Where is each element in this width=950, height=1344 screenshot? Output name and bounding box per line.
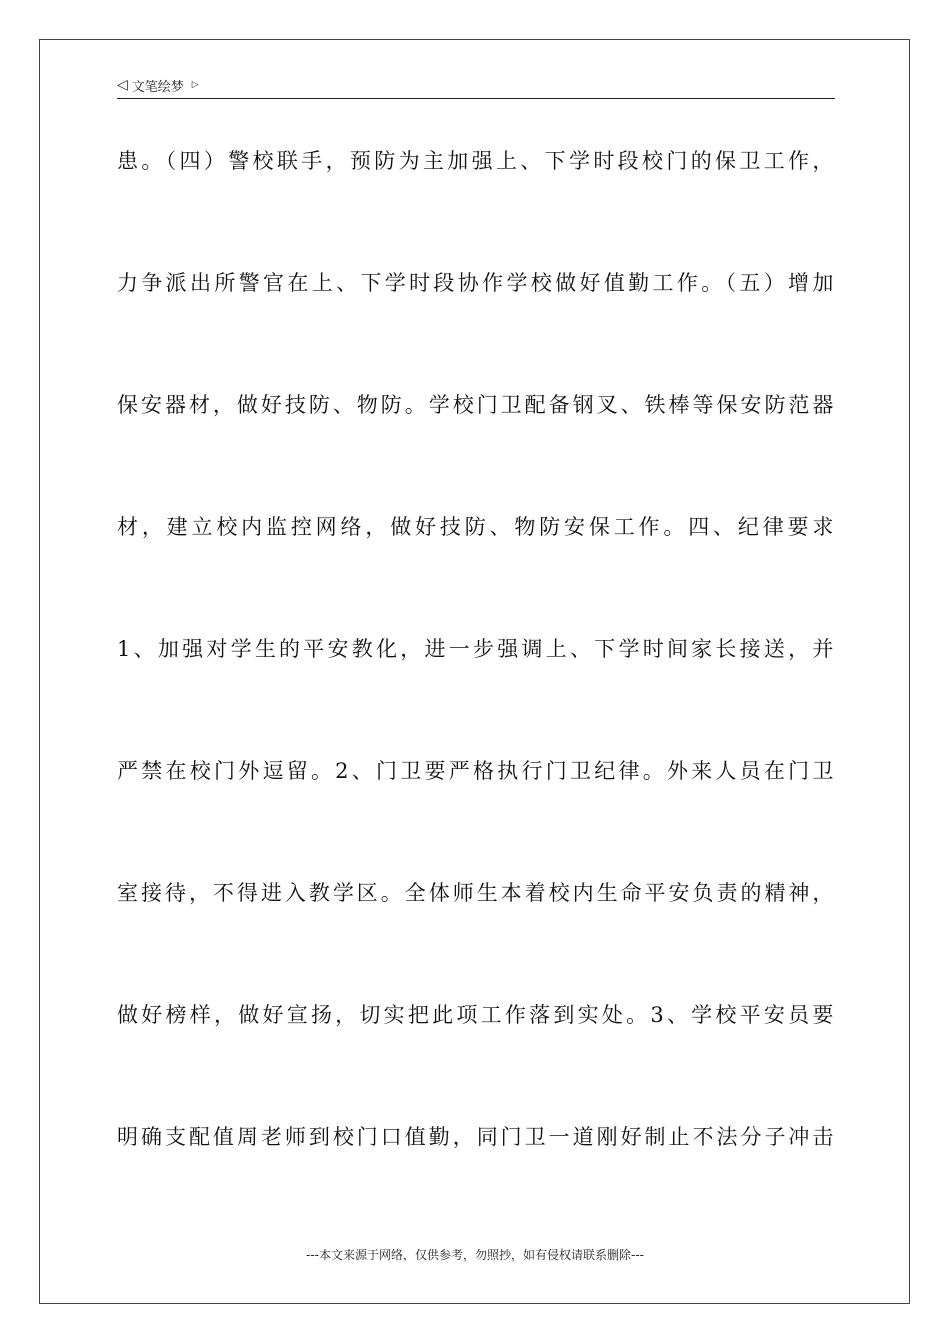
- triangle-right-icon: ▷: [191, 79, 199, 90]
- text-line: 力争派出所警官在上、下学时段协作学校做好值勤工作。（五）增加: [117, 271, 835, 295]
- text-line: 1、加强对学生的平安教化，进一步强调上、下学时间家长接送，并: [117, 637, 835, 661]
- header-title: 文笔绘梦: [131, 79, 184, 95]
- text-line: 做好榜样，做好宣扬，切实把此项工作落到实处。3、学校平安员要: [117, 1003, 835, 1027]
- page-header: [117, 72, 835, 99]
- triangle-left-icon: ◁: [117, 77, 128, 93]
- text-line: 明确支配值周老师到校门口值勤，同门卫一道刚好制止不法分子冲击: [117, 1125, 835, 1149]
- footer-notice: ---本文来源于网络，仅供参考，勿照抄，如有侵权请联系删除---: [306, 1248, 644, 1262]
- text-line: 室接待，不得进入教学区。全体师生本着校内生命平安负责的精神，: [117, 881, 835, 905]
- text-line: 保安器材，做好技防、物防。学校门卫配备钢叉、铁棒等保安防范器: [117, 393, 835, 417]
- text-line: 患。（四）警校联手，预防为主加强上、下学时段校门的保卫工作，: [117, 149, 835, 173]
- document-body: [117, 131, 835, 1229]
- text-line: 严禁在校门外逗留。2、门卫要严格执行门卫纪律。外来人员在门卫: [117, 759, 835, 783]
- text-line: 材，建立校内监控网络，做好技防、物防安保工作。四、纪律要求: [117, 515, 835, 539]
